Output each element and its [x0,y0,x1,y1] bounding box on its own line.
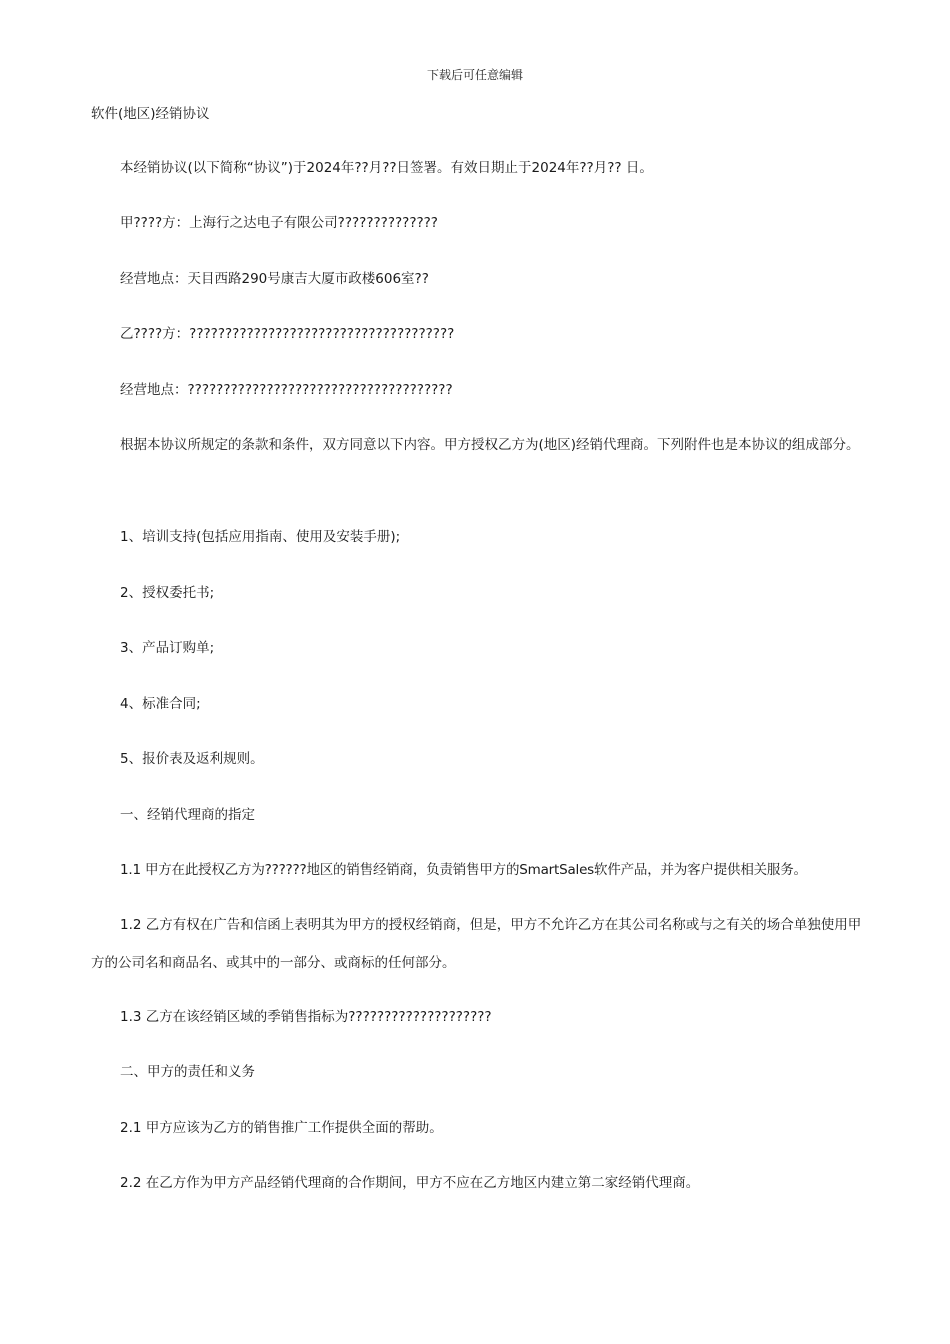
section-1-heading: 一、经销代理商的指定 [120,807,255,823]
attachment-item-2: 2、授权委托书; [120,585,215,601]
party-a-address: 经营地点：天目西路290号康吉大厦市政楼606室?? [120,271,429,287]
attachment-item-3: 3、产品订购单; [120,640,215,656]
clause-1-2: 1.2 乙方有权在广告和信函上表明其为甲方的授权经销商，但是，甲方不允许乙方在其公司名称或与之有关的场合单独使用甲方的公司名和商品名、或其中的一部分、或商标的任何部分。 [91,917,862,971]
intro-paragraph: 根据本协议所规定的条款和条件，双方同意以下内容。甲方授权乙方为(地区)经销代理商。下列附件也是本协议的组成部分。 [120,437,860,453]
party-a-name: 甲????方：上海行之达电子有限公司?????????????? [120,215,438,231]
clause-1-3: 1.3 乙方在该经销区域的季销售指标为???????????????????? [120,1009,492,1025]
attachment-item-5: 5、报价表及返利规则。 [120,751,264,767]
document-title: 软件(地区)经销协议 [91,106,210,122]
party-b-address: 经营地点：????????????????????????????????????? [120,382,453,398]
section-2-heading: 二、甲方的责任和义务 [120,1064,255,1080]
clause-2-1: 2.1 甲方应该为乙方的销售推广工作提供全面的帮助。 [120,1120,443,1136]
clause-1-1: 1.1 甲方在此授权乙方为??????地区的销售经销商，负责销售甲方的SmartSales软件产品，并为客户提供相关服务。 [120,862,807,878]
attachment-item-1: 1、培训支持(包括应用指南、使用及安装手册); [120,529,401,545]
download-note: 下载后可任意编辑 [426,68,523,82]
party-b-name: 乙????方：????????????????????????????????????? [120,326,455,342]
clause-2-2: 2.2 在乙方作为甲方产品经销代理商的合作期间，甲方不应在乙方地区内建立第二家经销代理商。 [120,1175,700,1191]
attachment-item-4: 4、标准合同; [120,696,201,712]
agreement-date-paragraph: 本经销协议(以下简称“协议”)于2024年??月??日签署。有效日期止于2024年??月?? 日。 [120,160,653,176]
